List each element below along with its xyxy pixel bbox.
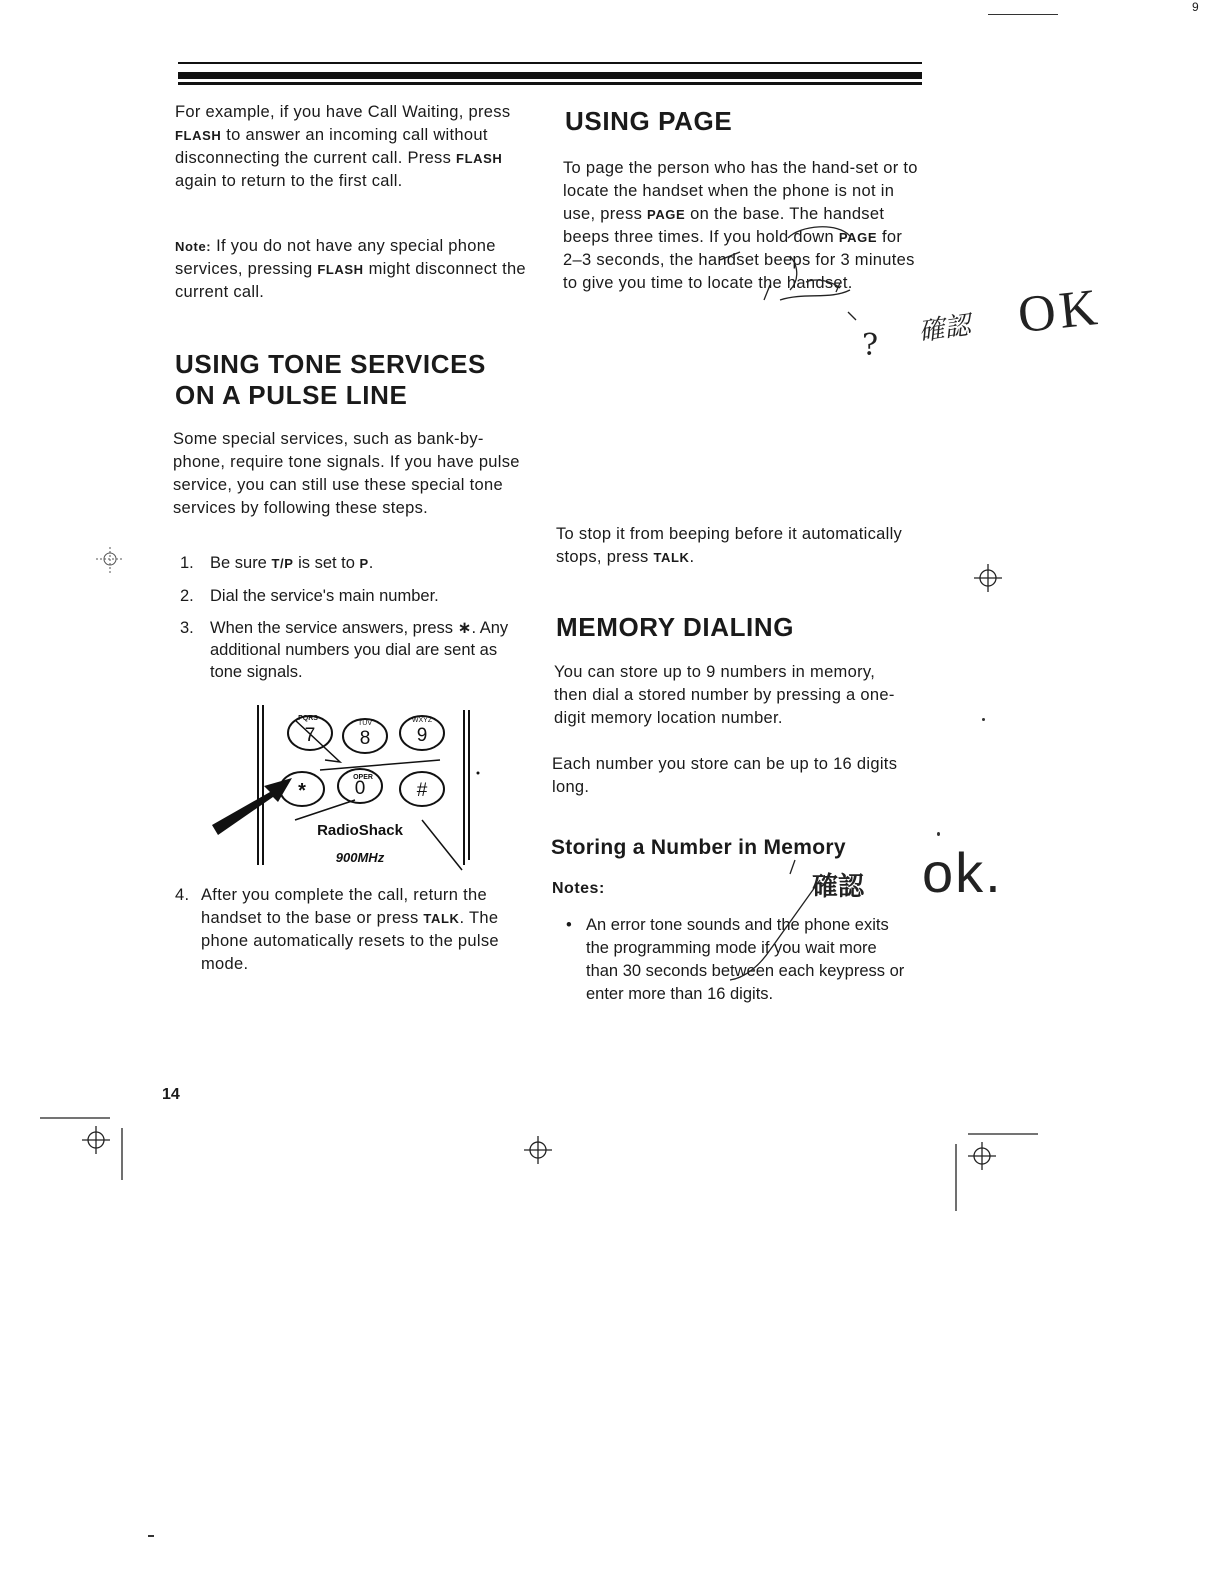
key-0-oper: OPER (353, 774, 373, 781)
key-7-letters: PQRS (298, 715, 318, 722)
using-page-heading: USING PAGE (565, 106, 733, 136)
registration-mark-bottom-left (40, 1110, 140, 1190)
tone-services-heading: USING TONE SERVICES ON A PULSE LINE (175, 349, 486, 410)
key-0: 0 (354, 778, 366, 799)
memory-paragraph-2: Each number you store can be up to 16 digits long. (552, 755, 898, 796)
registration-mark-bottom-right (948, 1126, 1048, 1216)
registration-mark-right (970, 560, 1006, 596)
handwritten-question-mark: ? (862, 328, 879, 363)
note-paragraph: Note: If you do not have any special phone services, pressing FLASH might disconnect the current call. (175, 237, 526, 301)
step-2: 2. Dial the service's main number. (180, 587, 439, 605)
tone-intro-paragraph: Some special services, such as bank-by-phone, require tone signals. If you have pulse service, you can still use these special tone services by following these steps. (173, 430, 520, 517)
handwritten-ok-mid: ok. (922, 841, 1003, 904)
key-9-letters: WXYZ (411, 717, 433, 724)
speck (148, 1535, 154, 1537)
note-item: • An error tone sounds and the phone exits the programming mode if you wait more than 30 seconds between each keypress or enter more than 16 digits. (566, 916, 905, 1003)
speck (982, 718, 985, 721)
speck (937, 832, 940, 836)
corner-mark: 9 (1192, 0, 1199, 14)
registration-mark-bottom-center (520, 1132, 556, 1168)
memory-paragraph-1: You can store up to 9 numbers in memory, then dial a stored number by pressing a one-digit memory location number. (554, 663, 895, 727)
storing-number-heading: Storing a Number in Memory (551, 836, 846, 859)
model-label: 900MHz (335, 850, 385, 865)
key-8-letters: TUV (358, 720, 372, 727)
step-4: 4. After you complete the call, return the handset to the base or press TALK. The phone automatically resets to the pulse mode. (175, 886, 499, 973)
key-star: * (298, 780, 306, 802)
key-9: 9 (416, 725, 428, 746)
key-7: 7 (304, 725, 316, 746)
using-page-paragraph: To page the person who has the hand-set or to locate the handset when the phone is not in use, press PAGE on the base. The handset beeps three times. If you hold down PAGE for 2–3 seconds, the handset beeps for 3 minutes to give you time to locate the handset. (563, 159, 918, 292)
handwritten-annotation-mid: 確認 (812, 872, 865, 902)
handwritten-ok-top: OK (1015, 278, 1104, 345)
flash-paragraph: For example, if you have Call Waiting, press FLASH to answer an incoming call without disconnecting the current call. Press FLASH again to return to the first call. (175, 103, 511, 190)
handwritten-annotation-top: 確認 (916, 310, 973, 348)
step-3: 3. When the service answers, press ∗. Any additional numbers you dial are sent as tone signals. (180, 619, 509, 681)
note-label: Note: (175, 239, 212, 254)
memory-dialing-heading: MEMORY DIALING (556, 612, 795, 642)
registration-mark-left (94, 545, 130, 575)
key-hash: # (416, 780, 428, 801)
brand-label: RadioShack (317, 822, 403, 839)
step-1: 1. Be sure T/P is set to P. (180, 554, 374, 572)
page-number: 14 (162, 1086, 180, 1103)
stop-beeping-paragraph: To stop it from beeping before it automatically stops, press TALK. (556, 525, 903, 566)
notes-label: Notes: (552, 880, 605, 897)
key-8: 8 (359, 728, 371, 749)
